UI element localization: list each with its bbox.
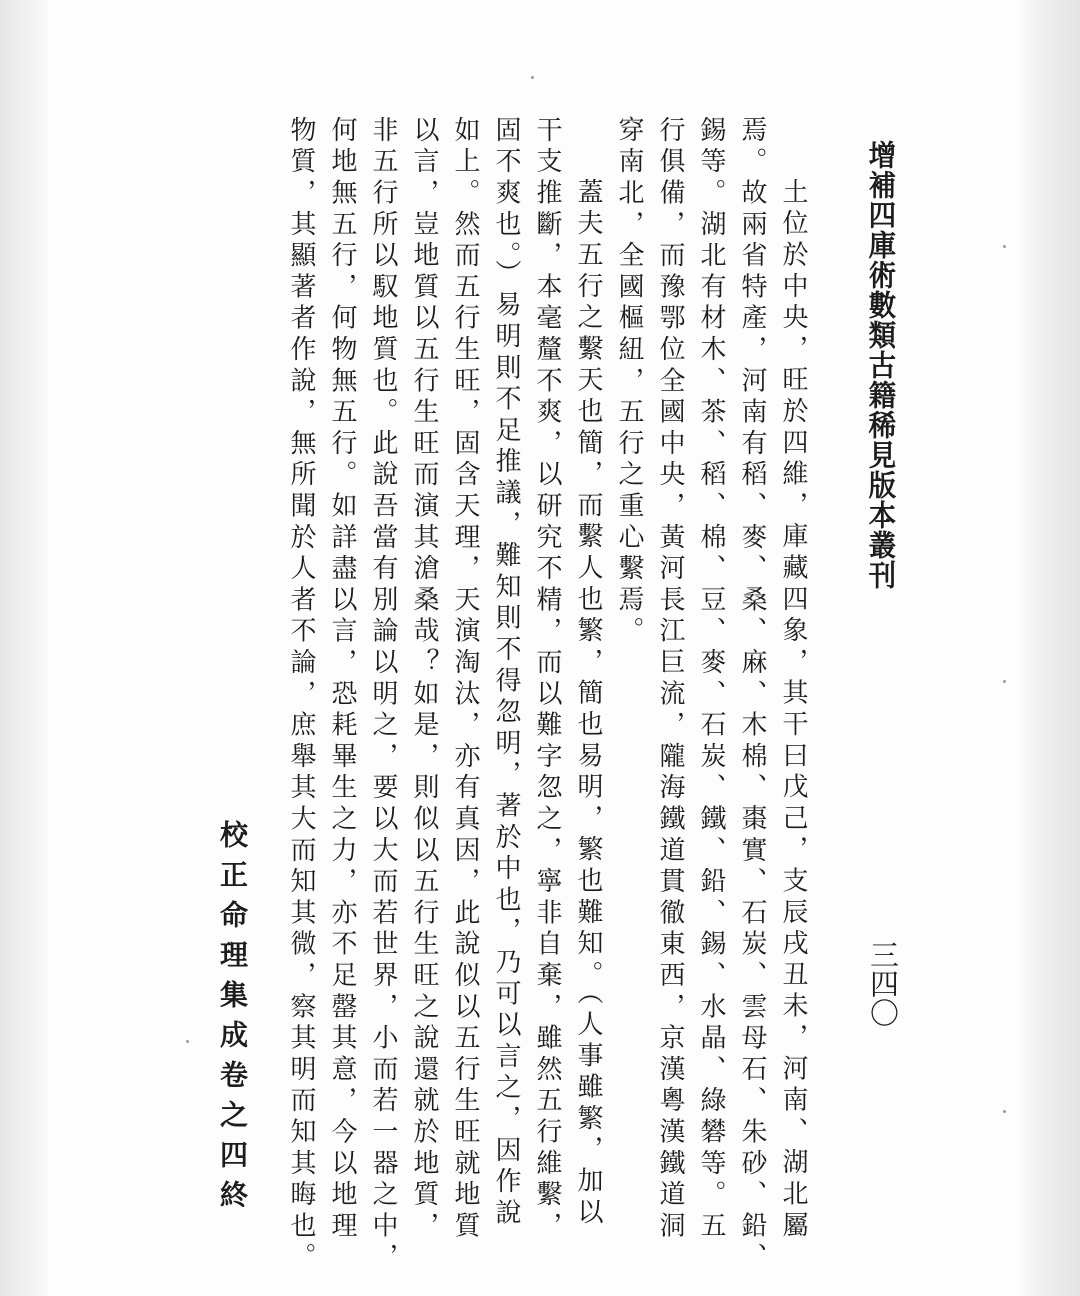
scan-margin-right: [1020, 0, 1080, 1296]
text-column: 蓋夫五行之繫天也簡，而繫人也繁，簡也易明，繁也難知。（人事雖繁，加以: [573, 178, 603, 1230]
scan-speck: [1003, 680, 1006, 683]
text-column: 行俱備，而豫鄂位全國中央，黃河長江巨流，隴海鐵道貫徹東西，京漢粵漢鐵道洞: [655, 116, 685, 1243]
scan-speck: [531, 76, 534, 79]
text-column: 穿南北，全國樞紐，五行之重心繫焉。: [614, 116, 644, 649]
text-column: 干支推斷，本毫釐不爽，以研究不精，而以難字忽之，寧非自棄，雖然五行維繫，: [532, 116, 562, 1243]
text-column: 固不爽也。）易明則不足推議，難知則不得忽明，著於中也，乃可以言之，因作說: [491, 116, 521, 1230]
series-title: 增補四庫術數類古籍稀見版本叢刊: [864, 140, 898, 590]
text-column: 以言，豈地質以五行生旺而演其滄桑哉？如是，則似以五行生旺之說還就於地質，: [409, 116, 439, 1243]
scan-margin-left: [0, 0, 48, 1296]
text-column: 錫等。湖北有材木、茶、稻、棉、豆、麥、石炭、鐵、鉛、錫、水晶、綠礬等。五: [696, 116, 726, 1243]
text-column: 如上。然而五行生旺，固含天理，天演淘汰，亦有真因，此說似以五行生旺就地質: [450, 116, 480, 1243]
text-column: 焉。故兩省特產，河南有稻、麥、桑、麻、木棉、棗實、石炭、雲母石、朱砂、鉛、: [737, 116, 767, 1275]
volume-end-colophon: 校正命理集成卷之四終: [216, 820, 249, 1220]
page-number: 三四〇: [866, 940, 900, 1027]
scan-speck: [186, 1040, 189, 1043]
text-column: 非五行所以馭地質也。此說吾當有別論以明之，要以大而若世界，小而若一器之中，: [368, 116, 398, 1275]
text-column: 何地無五行，何物無五行。如詳盡以言，恐耗畢生之力，亦不足罄其意，今以地理: [327, 116, 357, 1243]
text-column: 物質，其顯著者作說，無所聞於人者不論，庶舉其大而知其微，察其明而知其晦也。: [286, 116, 316, 1275]
scan-speck: [1003, 245, 1006, 248]
text-column: 土位於中央，旺於四維，庫藏四象，其干曰戊己，支辰戌丑未，河南、湖北屬: [778, 178, 808, 1243]
scan-speck: [1003, 1110, 1006, 1113]
